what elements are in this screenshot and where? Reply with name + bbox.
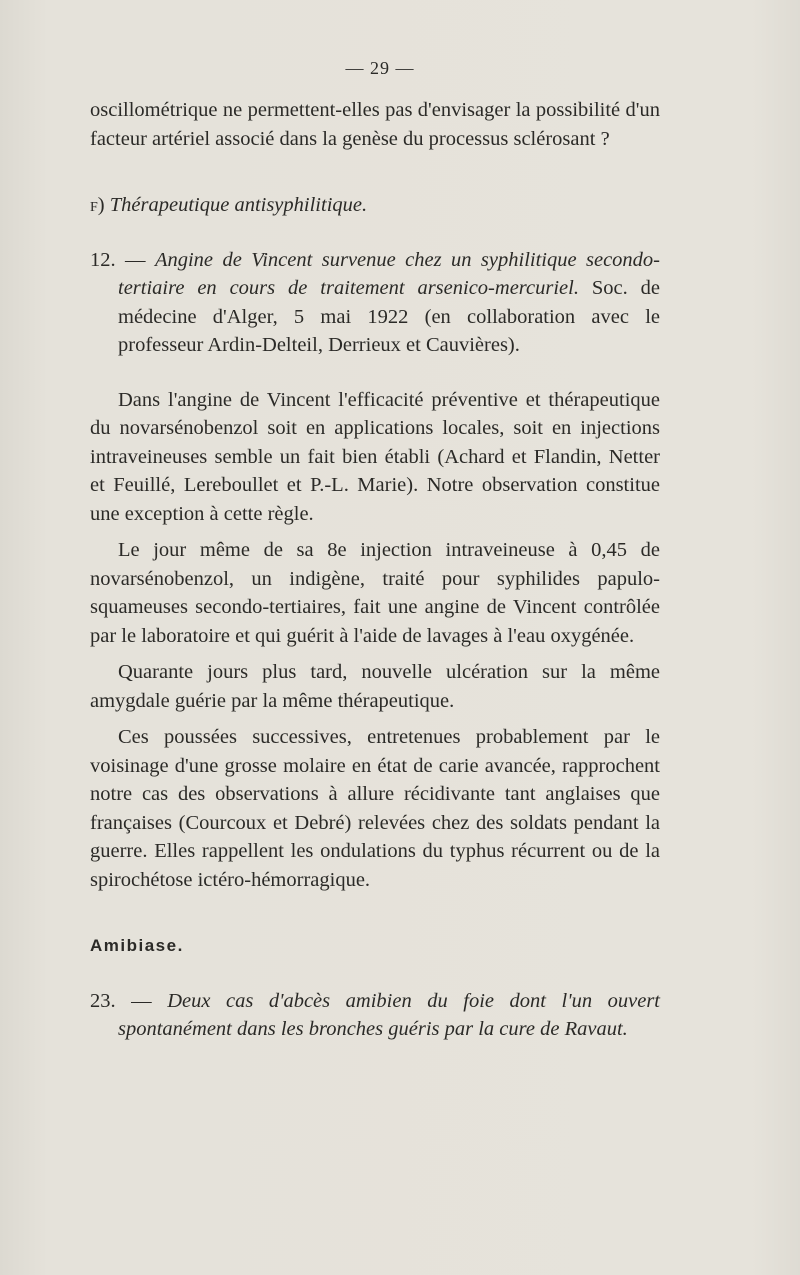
entry-number: 23. — <box>90 989 152 1012</box>
section-letter: f) <box>90 194 105 216</box>
entry-title: Angine de Vincent survenue chez un syphilitique secondo-tertiaire en cours de traitement arsenico-mercuriel. <box>118 248 660 299</box>
section-heading-f <box>90 191 660 220</box>
entry-title: Deux cas d'abcès amibien du foie dont l'un ouvert spontanément dans les bronches guéris par la cure de Ravaut. <box>118 989 660 1040</box>
entry-number: 12. — <box>90 248 146 271</box>
page-text <box>90 96 660 1044</box>
body-paragraph: Le jour même de sa 8e injection intraveineuse à 0,45 de novarsénobenzol, un indigène, traité pour syphilides papulo-squameuses secondo-tertiaires, fait une angine de Vincent contrôlée par le laboratoire et qui guérit à l'aide de lavages à l'eau oxygénée. <box>90 539 660 647</box>
body-paragraph: Ces poussées successives, entretenues probablement par le voisinage d'une grosse molaire en état de carie avancée, rapprochent notre cas des observations à allure récidivante tant anglaises que françaises (Courcoux et Debré) relevées chez des soldats pendant la guerre. Elles rappellent les ondulations du typhus récurrent ou de la spirochétose ictéro-hémorragique. <box>90 726 660 891</box>
entry-23 <box>90 987 660 1044</box>
page-number: — 29 — <box>345 58 415 78</box>
continuation-paragraph: oscillométrique ne permettent-elles pas d'envisager la possibilité d'un facteur artériel associé dans la genèse du processus sclérosant ? <box>90 99 660 150</box>
entry-12 <box>90 246 660 360</box>
body-paragraph: Dans l'angine de Vincent l'efficacité préventive et thérapeutique du novarsénobenzol soit en applications locales, soit en injections intraveineuses semble un fait bien établi (Achard et Flandin, Netter et Feuillé, Lereboullet et P.-L. Marie). Notre observation constitue une exception à cette règle. <box>90 388 660 525</box>
entry-details: Soc. de médecine d'Alger, 5 mai 1922 (en collaboration avec le professeur Ardin-Delteil, Derrieux et Cauvières). <box>118 277 660 356</box>
body-paragraph: Quarante jours plus tard, nouvelle ulcération sur la même amygdale guérie par la même thérapeutique. <box>90 661 660 712</box>
section-heading-amibiase: Amibiase. <box>90 936 184 955</box>
section-title: Thérapeutique antisyphilitique. <box>109 194 368 216</box>
